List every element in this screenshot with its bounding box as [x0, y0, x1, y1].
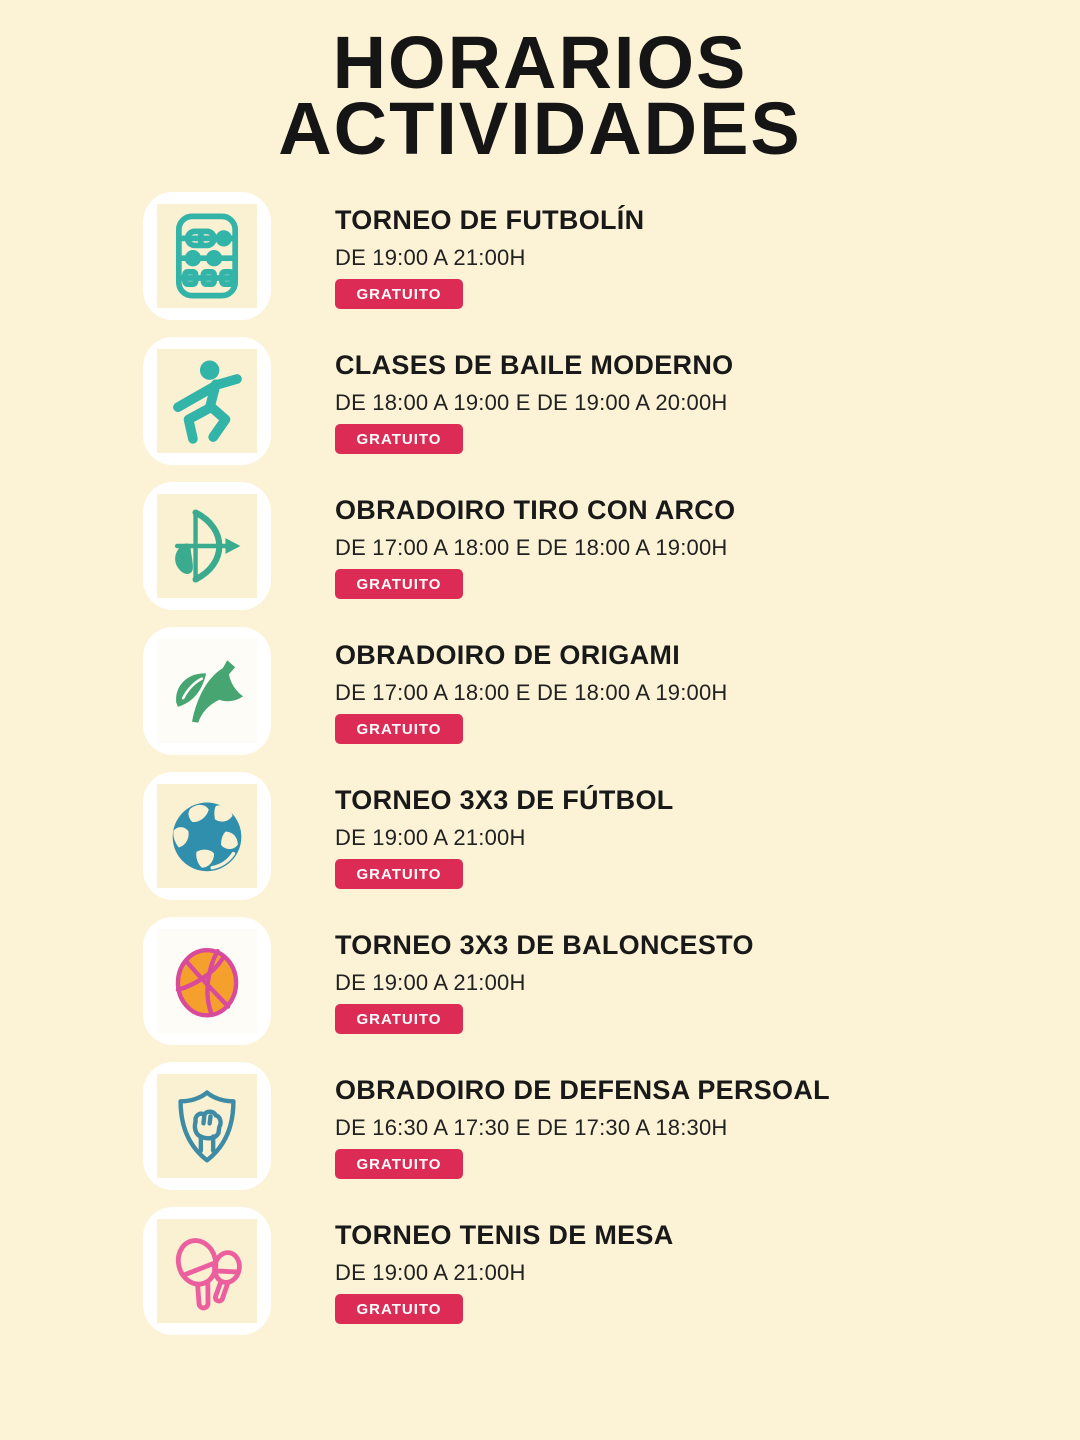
gratuito-badge: GRATUITO [335, 1004, 463, 1034]
activity-title: CLASES DE BAILE MODERNO [335, 350, 734, 380]
gratuito-badge: GRATUITO [335, 1294, 463, 1324]
activity-title: TORNEO TENIS DE MESA [335, 1220, 674, 1250]
activity-row [143, 1062, 830, 1190]
activity-text [335, 1207, 674, 1335]
activity-title: OBRADOIRO DE DEFENSA PERSOAL [335, 1075, 830, 1105]
activity-row [143, 337, 830, 465]
activity-time: DE 19:00 A 21:00H [335, 245, 526, 270]
activity-title: OBRADOIRO TIRO CON ARCO [335, 495, 736, 525]
activity-title: TORNEO 3X3 DE FÚTBOL [335, 785, 674, 815]
activity-time: DE 16:30 A 17:30 E DE 17:30 A 18:30H [335, 1115, 728, 1140]
icon-tile [157, 349, 257, 453]
activity-row [143, 482, 830, 610]
page-title-line2: ACTIVIDADES [278, 87, 802, 170]
activity-icon-card [143, 1207, 271, 1335]
icon-tile [157, 204, 257, 308]
activity-text [335, 192, 644, 320]
activity-icon-card [143, 1062, 271, 1190]
activity-time: DE 19:00 A 21:00H [335, 1260, 526, 1285]
activity-row [143, 772, 830, 900]
gratuito-badge: GRATUITO [335, 279, 463, 309]
foosball-icon [163, 212, 251, 300]
activity-time: DE 17:00 A 18:00 E DE 18:00 A 19:00H [335, 535, 728, 560]
activity-icon-card [143, 482, 271, 610]
activity-row [143, 192, 830, 320]
gratuito-badge: GRATUITO [335, 714, 463, 744]
basketball-icon [163, 937, 251, 1025]
gratuito-badge: GRATUITO [335, 1149, 463, 1179]
activity-text [335, 917, 754, 1045]
icon-tile [157, 1219, 257, 1323]
activities-list [143, 192, 830, 1335]
activity-row [143, 917, 830, 1045]
shield-fist-icon [163, 1082, 251, 1170]
activity-icon-card [143, 192, 271, 320]
activity-icon-card [143, 337, 271, 465]
gratuito-badge: GRATUITO [335, 569, 463, 599]
icon-tile [157, 929, 257, 1033]
activity-time: DE 19:00 A 21:00H [335, 825, 526, 850]
activity-text [335, 627, 728, 755]
origami-bird-icon [163, 647, 251, 735]
icon-tile [157, 639, 257, 743]
activity-text [335, 337, 733, 465]
activity-time: DE 19:00 A 21:00H [335, 970, 526, 995]
activity-text [335, 482, 735, 610]
activity-title: OBRADOIRO DE ORIGAMI [335, 640, 681, 670]
icon-tile [157, 1074, 257, 1178]
icon-tile [157, 784, 257, 888]
gratuito-badge: GRATUITO [335, 424, 463, 454]
activity-text [335, 772, 674, 900]
soccer-ball-icon [163, 792, 251, 880]
activity-icon-card [143, 917, 271, 1045]
activity-title: TORNEO DE FUTBOLÍN [335, 205, 645, 235]
activity-row [143, 627, 830, 755]
gratuito-badge: GRATUITO [335, 859, 463, 889]
activity-row [143, 1207, 830, 1335]
activity-title: TORNEO 3X3 DE BALONCESTO [335, 930, 754, 960]
table-tennis-icon [163, 1227, 251, 1315]
activity-time: DE 17:00 A 18:00 E DE 18:00 A 19:00H [335, 680, 728, 705]
icon-tile [157, 494, 257, 598]
activity-icon-card [143, 772, 271, 900]
archery-icon [163, 502, 251, 590]
activity-time: DE 18:00 A 19:00 E DE 19:00 A 20:00H [335, 390, 728, 415]
activity-icon-card [143, 627, 271, 755]
page-title-line1: HORARIOS [332, 21, 748, 104]
dancer-icon [163, 357, 251, 445]
page-title [0, 0, 1080, 170]
activity-text [335, 1062, 830, 1190]
